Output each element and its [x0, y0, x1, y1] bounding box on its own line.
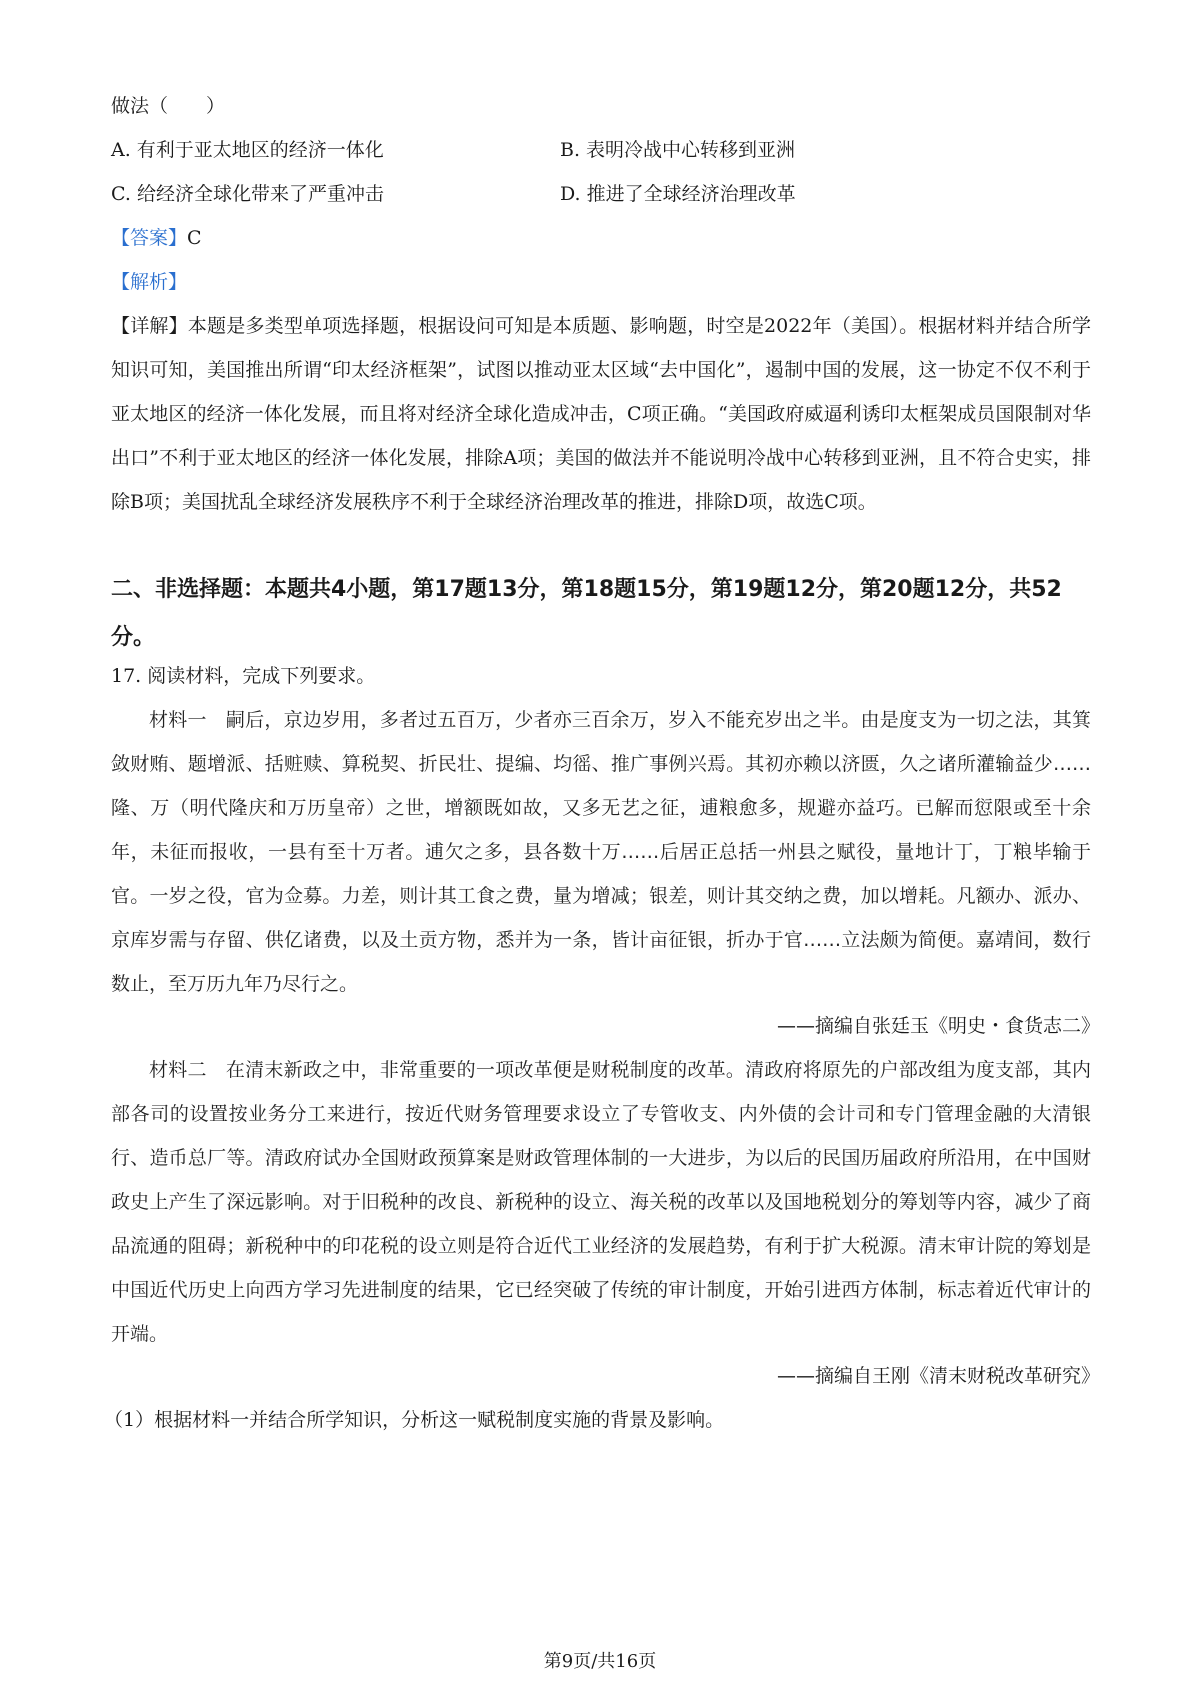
answer-value: C — [187, 227, 202, 249]
question-17-prompt: 17. 阅读材料，完成下列要求。 — [111, 665, 376, 687]
option-a: A. 有利于亚太地区的经济一体化 — [111, 139, 384, 161]
option-d: D. 推进了全球经济治理改革 — [560, 183, 796, 205]
answer-label: 【答案】 — [111, 227, 188, 249]
detail-paragraph: 【详解】本题是多类型单项选择题，根据设问可知是本质题、影响题，时空是2022年（美国）。根据材料并结合所学知识可知，美国推出所谓“印太经济框架”，试图以推动亚太区域“去中国化”，遏制中国的发展，这一协定不仅不利于亚太地区的经济一体化发展，而且将对经济全球化造成冲击，C项正确。“美国政府威逼利诱印太框架成员国限制对华出口”不利于亚太地区的经济一体化发展，排除A项；美国的做法并不能说明冷战中心转移到亚洲，且不符合史实，排除B项；美国扰乱全球经济发展秩序不利于全球经济治理改革的推进，排除D项，故选C项。 — [111, 315, 1091, 513]
section-heading: 二、非选择题：本题共4小题，第17题13分，第18题15分，第19题12分，第20题12分，共52分。 — [111, 577, 1062, 650]
answer-line — [111, 226, 202, 250]
subquestion-1: （1）根据材料一并结合所学知识，分析这一赋税制度实施的背景及影响。 — [104, 1409, 725, 1431]
analysis-label: 【解析】 — [111, 271, 188, 293]
option-b: B. 表明冷战中心转移到亚洲 — [560, 139, 796, 161]
material-one: 材料一 嗣后，京边岁用，多者过五百万，少者亦三百余万，岁入不能充岁出之半。由是度支为一切之法，其箕敛财贿、题增派、括赃赎、算税契、折民壮、提编、均徭、推广事例兴焉。其初亦赖以济匮，久之诸所灌输益少……隆、万（明代隆庆和万历皇帝）之世，增额既如故，又多无艺之征，逋粮愈多，规避亦益巧。已解而愆限或至十余年，未征而报收，一县有至十万者。逋欠之多，县各数十万……后居正总括一州县之赋役，量地计丁，丁粮毕输于官。一岁之役，官为佥募。力差，则计其工食之费，量为增减；银差，则计其交纳之费，加以增耗。凡额办、派办、京库岁需与存留、供亿诸费，以及土贡方物，悉并为一条，皆计亩征银，折办于官……立法颇为简便。嘉靖间，数行数止，至万历九年乃尽行之。 — [111, 709, 1091, 995]
question-stem-tail: 做法（ ） — [111, 95, 226, 117]
source-one: ——摘编自张廷玉《明史・食货志二》 — [776, 1015, 1100, 1037]
source-two: ——摘编自王刚《清末财税改革研究》 — [776, 1365, 1100, 1387]
material-two: 材料二 在清末新政之中，非常重要的一项改革便是财税制度的改革。清政府将原先的户部改组为度支部，其内部各司的设置按业务分工来进行，按近代财务管理要求设立了专管收支、内外债的会计司和专门管理金融的大清银行、造币总厂等。清政府试办全国财政预算案是财政管理体制的一大进步，为以后的民国历届政府所沿用，在中国财政史上产生了深远影响。对于旧税种的改良、新税种的设立、海关税的改革以及国地税划分的筹划等内容，减少了商品流通的阻碍；新税种中的印花税的设立则是符合近代工业经济的发展趋势，有利于扩大税源。清末审计院的筹划是中国近代历史上向西方学习先进制度的结果，它已经突破了传统的审计制度，开始引进西方体制，标志着近代审计的开端。 — [111, 1059, 1091, 1345]
page-footer: 第9页/共16页 — [543, 1651, 657, 1672]
option-c: C. 给经济全球化带来了严重冲击 — [111, 183, 384, 205]
